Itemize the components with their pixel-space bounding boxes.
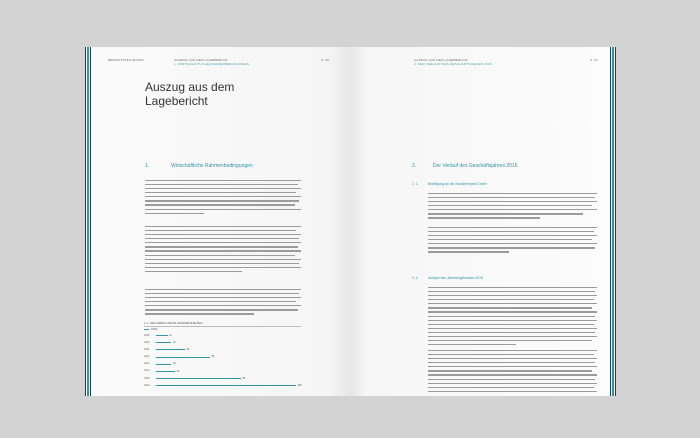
- page-title: Auszug aus dem Lagebericht: [145, 80, 235, 108]
- subsection-title-2-2: Analyse des Jahresergebnisses 2016: [428, 276, 483, 280]
- breadcrumb-left: [174, 58, 249, 66]
- chart-bar-row: [144, 332, 301, 339]
- breadcrumb-line-2: 1. WIRTSCHAFTLICHE RAHMENBEDINGUNGEN: [174, 62, 250, 66]
- chart-category-label: 2012: [144, 355, 150, 359]
- paragraph-block: [428, 193, 597, 222]
- legend-label: NRW: [151, 328, 158, 331]
- section-title-1: Wirtschaftliche Rahmenbedingungen: [171, 163, 253, 169]
- chart-bar: [156, 335, 168, 336]
- section-title-2: Der Verlauf des Geschäftsjahres 2016: [433, 163, 518, 169]
- chart-bar: [156, 364, 171, 365]
- chart-category-label: 2010: [144, 340, 150, 344]
- breadcrumb-line-2: 2. DER VERLAUF DES GESCHÄFTSJAHRES 2016: [414, 62, 492, 66]
- chart-value-label: 56: [211, 355, 215, 359]
- subsection-number-2-1: 2. 1.: [412, 182, 419, 186]
- paragraph-block: [145, 180, 301, 217]
- chart-bar: [156, 385, 296, 386]
- legend-swatch: [144, 329, 149, 330]
- chart-value-label: 16: [172, 340, 176, 344]
- edge-stripe-teal: [612, 47, 613, 396]
- right-page: [350, 47, 616, 396]
- left-page: [85, 47, 350, 396]
- chart-bar-row: [144, 339, 301, 346]
- bar-chart: [144, 321, 301, 390]
- chart-bar-row: [144, 346, 301, 353]
- chart-bar: [156, 349, 185, 350]
- paragraph-block: [428, 227, 597, 256]
- paragraph-block: [145, 226, 301, 275]
- subsection-title-2-1: Beteiligung an der Nordsternpark GmbH: [428, 182, 487, 186]
- section-number-1: 1.: [145, 163, 150, 169]
- running-header-left: BERICHTSTEIL/DATEN: [108, 58, 144, 62]
- chart-bar-row: [144, 375, 301, 382]
- chart-category-label: 2013: [144, 362, 150, 366]
- booklet-spread: [85, 47, 616, 396]
- edge-stripe-navy: [615, 47, 616, 396]
- edge-stripe-navy: [85, 47, 86, 396]
- chart-value-label: 30: [186, 347, 190, 351]
- edge-stripe-navy: [90, 47, 91, 396]
- chart-bar-row: [144, 354, 301, 361]
- page-number-left: S. 06: [321, 58, 330, 62]
- chart-bar-row: [144, 382, 301, 389]
- chart-title: 1.1. NEU ERRICHTETE WOHNEINHEITEN: [144, 321, 301, 327]
- chart-bar: [156, 357, 210, 358]
- page-number-right: S. 07: [590, 58, 599, 62]
- chart-value-label: 88: [242, 376, 246, 380]
- chart-value-label: 20: [176, 369, 180, 373]
- chart-bar: [156, 342, 171, 343]
- chart-value-label: 145: [297, 383, 302, 387]
- paragraph-block: [428, 350, 597, 395]
- chart-category-label: 2014: [144, 369, 150, 373]
- chart-category-label: 2016: [144, 383, 150, 387]
- chart-category-label: 2015: [144, 376, 150, 380]
- breadcrumb-right: [414, 58, 492, 66]
- chart-bars: [144, 332, 301, 390]
- section-number-2: 2.: [412, 163, 417, 169]
- edge-stripe-navy: [610, 47, 611, 396]
- breadcrumb-line-1: AUSZUG AUS DEM LAGEBERICHT: [414, 58, 469, 62]
- chart-value-label: 12: [169, 333, 172, 337]
- chart-bar: [156, 371, 175, 372]
- edge-stripe-teal: [87, 47, 88, 396]
- paragraph-block: [428, 287, 597, 348]
- subsection-number-2-2: 2. 2.: [412, 276, 419, 280]
- chart-category-label: 2011: [144, 347, 150, 351]
- chart-value-label: 16: [172, 362, 176, 366]
- chart-bar-row: [144, 361, 301, 368]
- paragraph-block: [145, 289, 301, 318]
- chart-bar: [156, 378, 241, 379]
- chart-bar-row: [144, 368, 301, 375]
- breadcrumb-line-1: AUSZUG AUS DEM LAGEBERICHT: [174, 58, 229, 62]
- chart-category-label: 2009: [144, 333, 150, 337]
